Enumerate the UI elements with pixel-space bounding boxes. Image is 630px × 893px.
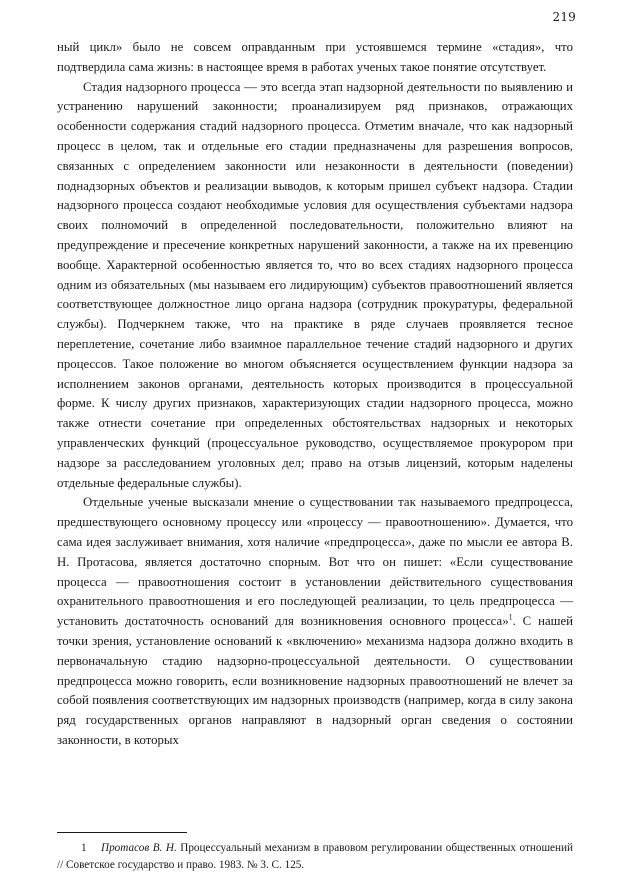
footnote-separator	[57, 832, 187, 833]
paragraph-text: Отдельные ученые высказали мнение о существовании так называемого предпроцесса, предшествующего основному процессу или «процессу — правоотношению». Думается, что сама идея заслуживает внимания, хотя наличие «предпроцесса», даже по мысли ее автора В. Н. Протасова, является достаточно спорным. Вот что он пишет: «Если существование процесса — правоотношения состоит в установлении действительного существования охранительного правоотношения и его последующей реализации, то цель предпроцесса — установить достаточность оснований для возникновения основного процесса»	[57, 495, 573, 629]
footnote	[57, 840, 573, 873]
paragraph	[57, 38, 573, 78]
paragraph-text: Стадия надзорного процесса — это всегда этап надзорной деятельности по выявлению и устранению нарушений законности; проанализируем ряд признаков, отражающих особенности содержания стадий надзорного процесса. Отметим вначале, что как надзорный процесс в целом, так и отдельные его стадии предназначены для разрешения вопросов, связанных с определением законности или незаконности в деятельности (поведении) поднадзорных объектов и реализации выводов, к которым пришел субъект надзора. Стадии надзорного процесса создают необходимые условия для осуществления субъектами надзора своих полномочий в определенной последовательности, положительно влияют на предупреждение и пресечение конкретных нарушений законности, а также на их превенцию вообще. Характерной особенностью является то, что во всех стадиях надзорного процесса одним из обязательных (мы называем его лидирующим) субъектов правоотношений является соответствующее должностное лицо органа надзора (сотрудник прокуратуры, федеральной службы). Подчеркнем также, что на практике в ряде случаев проявляется тесное переплетение, сочетание либо взаимное параллельное течение стадий надзорного и других процессов. Такое положение во многом объясняется осуществлением функции надзора за исполнением законов органами, деятельность которых производится в процессуальной форме. К числу других признаков, характеризующих стадии надзорного процесса, можно также отнести сочетание при определенных обстоятельствах надзорных и некоторых управленческих функций (процессуальное руководство, осуществляемое прокурором при надзоре за расследованием уголовных дел; право на отзыв лицензий, которым наделены отдельные федеральные службы).	[57, 79, 573, 490]
page-number: 219	[552, 10, 576, 24]
paragraph-text: . С нашей точки зрения, установление оснований к «включению» механизма надзора должно входить в первоначальную стадию надзорно-процессуальной деятельности. О существовании предпроцесса можно говорить, если возникновение надзорных правоотношений не влечет за собой появления соответствующих им надзорных производств (например, когда в силу закона ряд государственных органов направляют в надзорный орган сведения о состоянии законности, в которых	[57, 614, 574, 747]
footnote-number: 1	[81, 842, 87, 854]
footnote-text: Процессуальный механизм в правовом регулировании общественных отношений // Советское государство и право. 1983. № 3. С. 125.	[57, 842, 573, 871]
footnote-reference: 1	[508, 612, 513, 622]
footnote-author: Протасов В. Н.	[101, 842, 177, 854]
paragraph-text: ный цикл» было не совсем оправданным при устоявшемся термине «стадия», что подтвердила сама жизнь: в настоящее время в работах ученых такое понятие отсутствует.	[57, 40, 573, 74]
paragraph	[57, 78, 573, 494]
main-text	[57, 38, 573, 751]
paragraph	[57, 493, 573, 750]
